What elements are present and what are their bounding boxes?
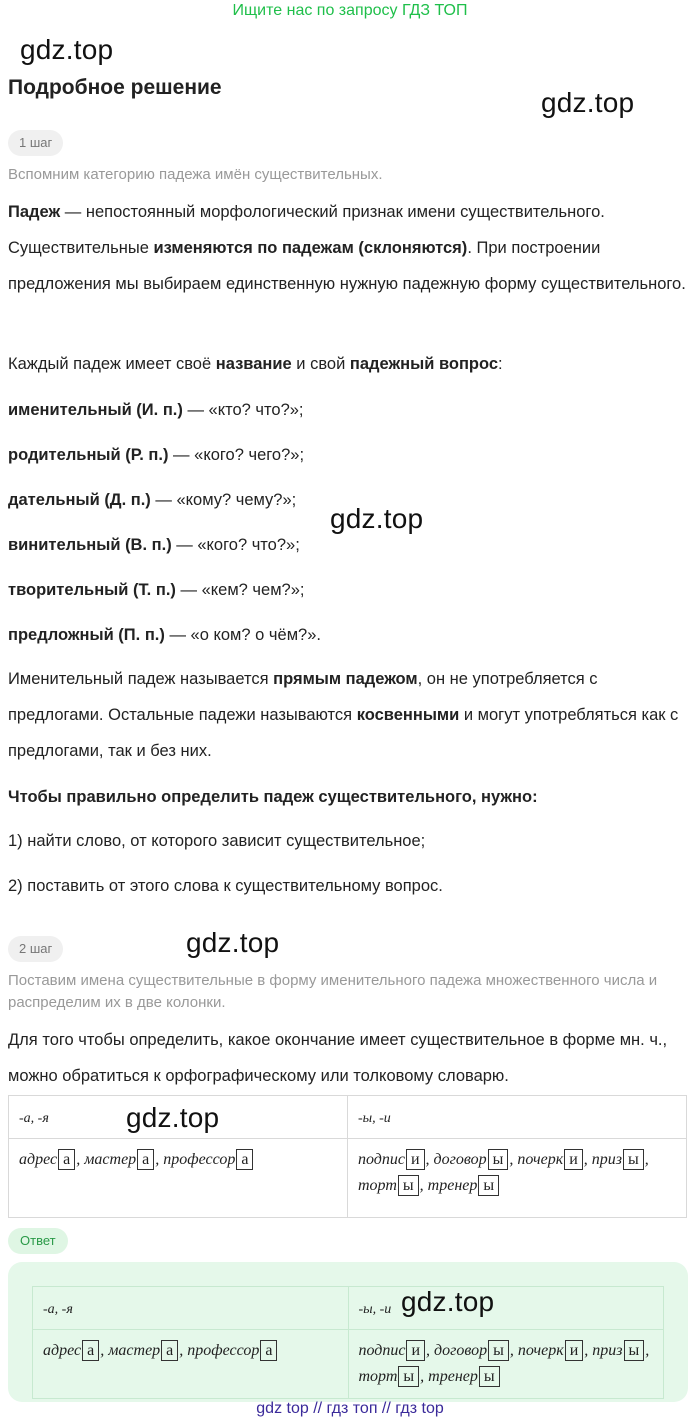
paragraph: Именительный падеж называется прямым падежом, он не употребляется с предлогами. Остальные падежи называются косвенными и могут употребляться как с предлогами, так и без них. [8,670,679,760]
word-stem: приз [592,1342,623,1359]
word-ending: а [58,1149,75,1170]
table-header: -а, -я [33,1287,349,1330]
word-stem: профессор [187,1342,260,1359]
watermark: gdz.top [541,87,635,118]
case-item: творительный (Т. п.) — «кем? чем?»; [8,581,305,599]
table-header: -ы, -и [348,1287,664,1330]
top-banner: Ищите нас по запросу ГДЗ ТОП [232,2,468,19]
table-header: -ы, -и [348,1096,687,1139]
word-stem: договор [434,1342,488,1359]
word-ending: а [161,1340,178,1361]
word-ending: и [564,1149,583,1170]
word-ending: а [137,1149,154,1170]
step-hint: Поставим имена существительные в форму именительного падежа множественного числа и распределим их в две колонки. [8,972,658,1011]
page-title: Подробное решение [8,76,222,99]
word-stem: торт [358,1368,398,1385]
case-item: именительный (И. п.) — «кто? что?»; [8,401,304,419]
word-ending: ы [478,1175,499,1196]
word-stem: мастер [84,1151,137,1168]
word-ending: и [565,1340,584,1361]
word-stem: договор [433,1151,487,1168]
word-stem: тренер [427,1177,478,1194]
word-ending: ы [623,1149,644,1170]
answer-badge: Ответ [8,1228,68,1254]
word-stem: торт [358,1177,397,1194]
word-ending: а [236,1149,253,1170]
step-badge: 2 шаг [8,936,63,962]
word-stem: тренер [428,1368,478,1385]
word-stem: подпис [358,1151,405,1168]
case-item: дательный (Д. п.) — «кому? чему?»; [8,491,297,509]
word-stem: почерк [517,1342,564,1359]
watermark: gdz.top [330,503,424,534]
paragraph: 1) найти слово, от которого зависит существительное; [8,832,426,850]
word-stem: профессор [163,1151,236,1168]
word-stem: приз [591,1151,622,1168]
word-ending: и [406,1340,425,1361]
word-ending: ы [479,1366,500,1387]
case-item: родительный (Р. п.) — «кого? чего?»; [8,446,305,464]
word-ending: ы [488,1340,509,1361]
word-ending: ы [488,1149,509,1170]
paragraph: Чтобы правильно определить падеж существительного, нужно: [8,788,538,806]
word-stem: адрес [43,1342,82,1359]
case-item: винительный (В. п.) — «кого? что?»; [8,536,300,554]
word-ending: ы [624,1340,645,1361]
watermark: gdz.top [186,927,280,958]
word-ending: и [406,1149,425,1170]
word-ending: а [260,1340,277,1361]
case-item: предложный (П. п.) — «о ком? о чём?». [8,626,321,644]
paragraph: Падеж — непостоянный морфологический признак имени существительного. Существительные изменяются по падежам (склоняются). При построении предложения мы выбираем единственную нужную падежную форму существительного. [8,203,686,293]
table-header: -а, -я [9,1096,348,1139]
endings-table [8,1095,687,1218]
word-stem: мастер [108,1342,161,1359]
step-hint: Вспомним категорию падежа имён существительных. [8,166,383,183]
table-cell: подпис и , договор ы , почерк и , приз ы , торт ы , тренер ы [348,1139,687,1218]
answer-table [32,1286,664,1399]
paragraph: 2) поставить от этого слова к существительному вопрос. [8,877,443,895]
word-stem: подпис [358,1342,406,1359]
table-cell: адрес а , мастер а , профессор а [9,1139,348,1218]
paragraph: Каждый падеж имеет своё название и свой падежный вопрос: [8,355,503,373]
table-cell: адрес а , мастер а , профессор а [33,1330,349,1399]
watermark: gdz.top [126,1102,220,1133]
word-ending: ы [398,1366,419,1387]
footer-links: gdz top // гдз топ // гдз top [256,1400,444,1417]
watermark: gdz.top [401,1286,495,1317]
step-badge: 1 шаг [8,130,63,156]
word-stem: адрес [19,1151,58,1168]
paragraph: Для того чтобы определить, какое окончание имеет существительное в форме мн. ч., можно обратиться к орфографическому или толковому словарю. [8,1031,668,1085]
table-cell: подпис и , договор ы , почерк и , приз ы , торт ы , тренер ы [348,1330,664,1399]
word-ending: а [82,1340,99,1361]
word-ending: ы [398,1175,419,1196]
word-stem: почерк [517,1151,564,1168]
watermark: gdz.top [20,34,114,65]
